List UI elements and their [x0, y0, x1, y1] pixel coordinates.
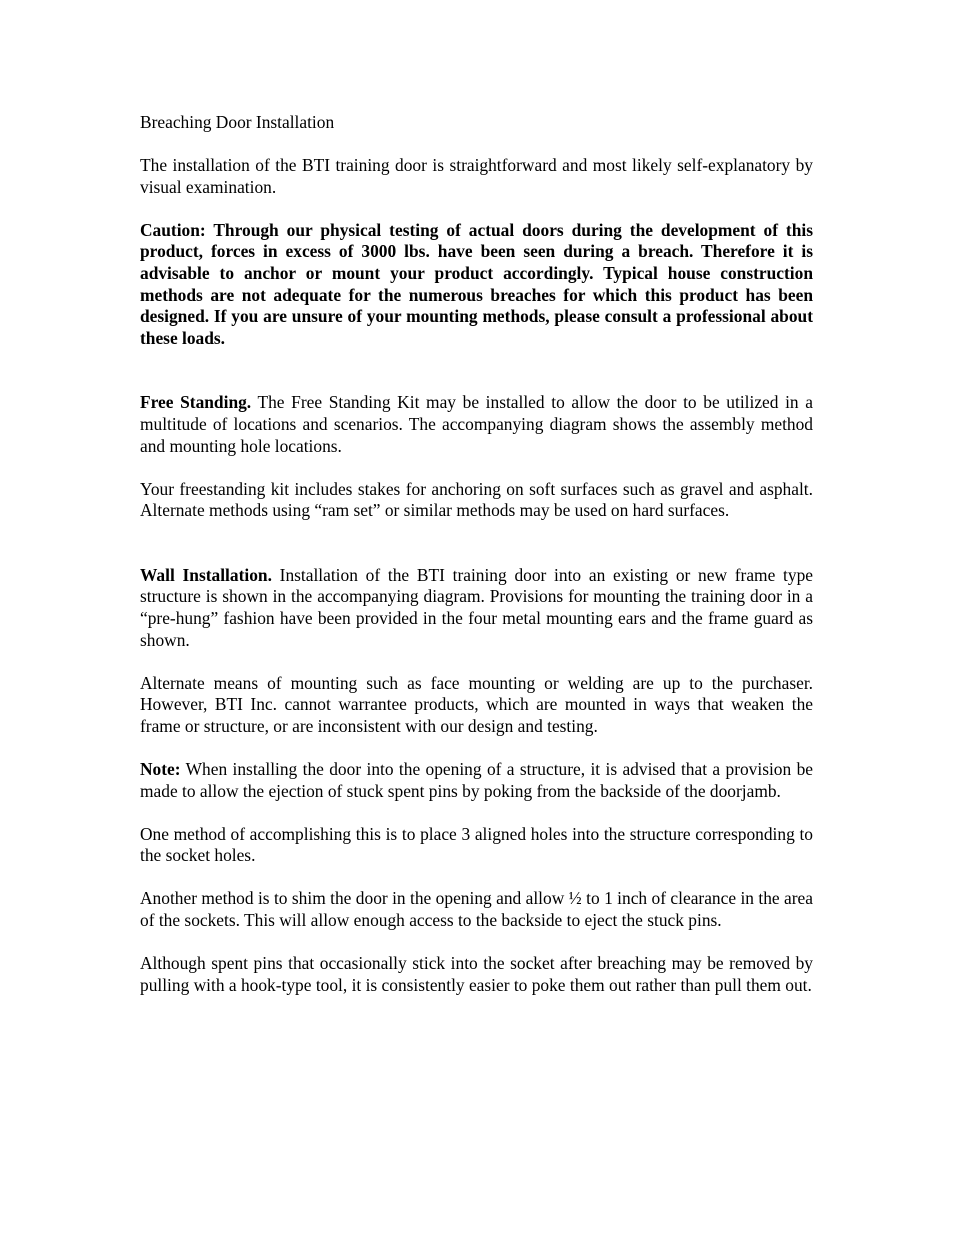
caution-paragraph: Caution: Through our physical testing of actual doors during the development of this product, forces in excess of 3000 lbs. have been seen during a breach. Therefore it is advisable to anchor or mount your product accordingly. Typical house construction methods are not adequate for the numerous breaches for which this product has been designed. If you are unsure of your mounting methods, please consult a professional about these loads.: [140, 219, 813, 348]
document-body: [140, 112, 813, 1018]
note-text: When installing the door into the opening of a structure, it is advised that a provision be made to allow the ejection of stuck spent pins by poking from the backside of the doorjamb.: [140, 758, 813, 801]
closing-paragraph: Although spent pins that occasionally stick into the socket after breaching may be removed by pulling with a hook-type tool, it is consistently easier to poke them out rather than pull them out.: [140, 953, 813, 995]
free-standing-paragraph: [140, 392, 813, 457]
method-one-paragraph: One method of accomplishing this is to place 3 aligned holes into the structure corresponding to the socket holes.: [140, 823, 813, 866]
wall-installation-text: Installation of the BTI training door into an existing or new frame type structure is shown in the accompanying diagram. Provisions for mounting the training door in a “pre-hung” fashion have been provided in the four metal mounting ears and the frame guard as shown.: [140, 564, 813, 650]
alternate-means-paragraph: Alternate means of mounting such as face mounting or welding are up to the purchaser. However, BTI Inc. cannot warrantee products, which are mounted in ways that weaken the frame or structure, or are inconsistent with our design and testing.: [140, 672, 813, 736]
document-title: Breaching Door Installation: [140, 112, 335, 132]
wall-installation-heading: Wall Installation.: [140, 564, 272, 585]
intro-paragraph: The installation of the BTI training door is straightforward and most likely self-explanatory by visual examination.: [140, 155, 813, 197]
free-standing-text: The Free Standing Kit may be installed to allow the door to be utilized in a multitude of locations and scenarios. The accompanying diagram shows the assembly method and mounting hole locations.: [140, 392, 813, 456]
note-heading: Note:: [140, 758, 181, 779]
wall-installation-paragraph: [140, 565, 813, 651]
method-two-paragraph: Another method is to shim the door in the opening and allow ½ to 1 inch of clearance in the area of the sockets. This will allow enough access to the backside to eject the stuck pins.: [140, 888, 813, 930]
note-paragraph: [140, 759, 813, 802]
free-standing-heading: Free Standing.: [140, 392, 252, 413]
freestanding-kit-paragraph: Your freestanding kit includes stakes for anchoring on soft surfaces such as gravel and asphalt. Alternate methods using “ram set” or similar methods may be used on hard surfaces.: [140, 478, 813, 521]
